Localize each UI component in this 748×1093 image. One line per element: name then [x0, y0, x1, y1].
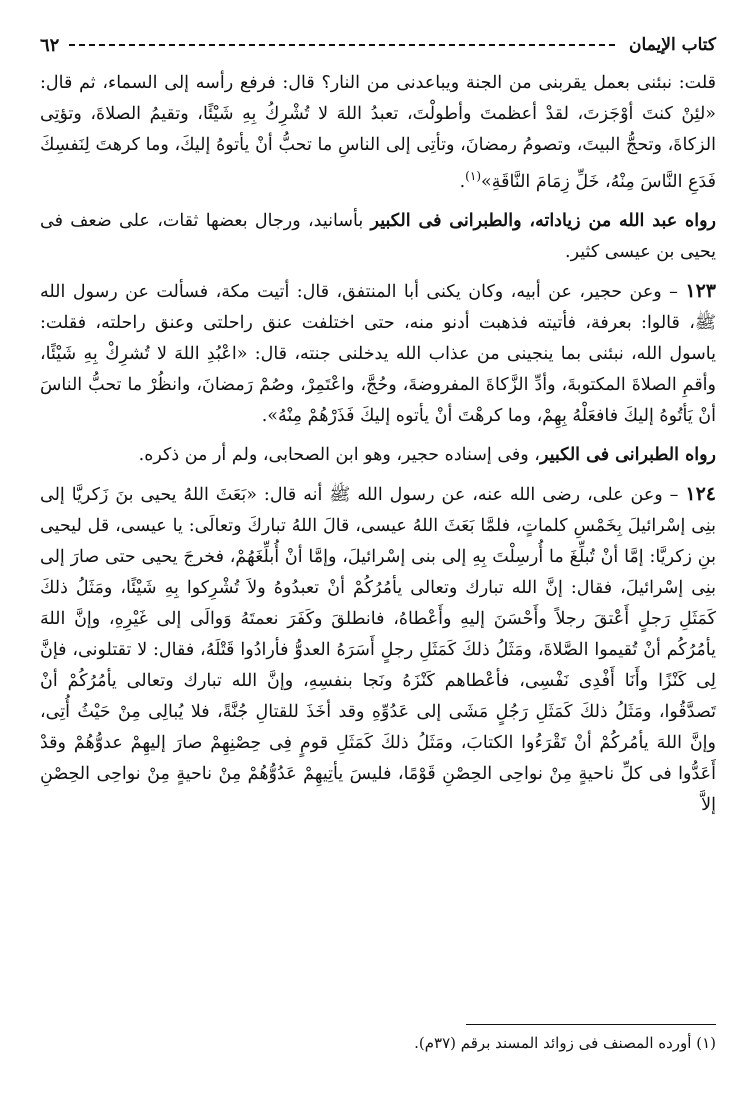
paragraph-4: [40, 440, 716, 471]
hadith-number-123: ١٢٣: [685, 279, 716, 302]
hadith-123: [40, 276, 716, 432]
paragraph-2: [40, 206, 716, 268]
header-rule: [69, 44, 615, 46]
hadith-124-text: – وعن على، رضى الله عنه، عن رسول الله ﷺ أنه قال: «بَعَثَ اللهُ يحيى بنَ زَكريَّا إلى بنِى إسْرائيلَ بِخَمْسِ كلماتٍ، فلمَّا بَعَثَ اللهُ عيسى، قالَ اللهُ تباركَ وتعالَى: يا عيسى، قل ليحيى بنِ زكريَّا: إمَّا أنْ تُبلِّغَ ما أُرسِلْتَ بِهِ إلى بنى إسْرائيلَ، وإمَّا أنْ أُبلِّغَهُمْ، فخرجَ يحيى حتى صارَ إلى بنِى إسْرائيلَ، فقال: إنَّ الله تبارك وتعالى يأمُرُكُمْ أنْ تعبدُوهُ ولاَ تُشْرِكوا بِهِ شَيْئًا، ومَثَلُ ذلكَ كَمَثَلِ رَجلٍ أَعْتقَ رجلاً وأَحْسَنَ إليهِ وأَعْطاهُ، فانطلقَ وكَفَرَ نعمتَهُ وَوالَى إلى غَيْرِهِ، وإنَّ اللهَ يأمُرُكُم أنْ تُقيموا الصَّلاةَ، ومَثَلُ ذلكَ كَمَثَلِ رجلٍ أَسَرَهُ العدوُّ فأرادُوا قَتْلَهُ، فقال: لا تقتلونى، فإنَّ لِى كَنْزًا وأَنَا أَفْدِى نَفْسِى، فأعْطاهم كَنْزَهُ ونَجا بنفسِهِ، وإنَّ الله تبارك وتعالى يأمُرُكُمْ أنْ تَصدَّقُوا، ومَثَلُ ذلكَ كَمَثَلِ رَجُلٍ مَشَى إلى عَدُوِّهِ وقد أخَذَ للقتالِ جُنَّةً، فلا يُبالِى مِنْ حَيْثُ أُتِى، وإنَّ اللهَ يأمُركُمْ أنْ تَقْرَءُوا الكتابَ، ومَثَلُ ذلكَ كَمَثَلِ قومٍ فِى حِصْنِهِمْ صارَ إليهِمْ عدوُّهُمْ وقدْ أَعَدُّوا فى كلِّ ناحيةٍ مِنْ نواحِى الحِصْنِ قَوْمًا، فليسَ يأتِيهِمْ عَدُوُّهُمْ مِنْ ناحيةٍ مِنْ نواحِى الحِصْنِ إلاَّ: [40, 484, 716, 815]
footnote-separator: [466, 1024, 716, 1025]
book-title: كتاب الإيمان: [629, 35, 716, 55]
page-body: [40, 68, 716, 821]
footnote: (١) أورده المصنف فى زوائد المسند برقم (٣٧م).: [414, 1034, 716, 1052]
page-number: ٦٢: [40, 34, 60, 56]
hadith-123-text: – وعن حجير، عن أبيه، وكان يكنى أبا المنتفق، قال: أتيت مكة، فسألت عن رسول الله ﷺ، قالوا: بعرفة، فأتيته فذهبت أدنو منه، حتى اختلفت عنق راحلتى وعنق راحلته، فقلت: ياسول الله، نبئنى بما ينجينى من عذاب الله يدخلنى جنته، قال: «اعْبُدِ اللهَ لا تُشرِكْ بِهِ شَيْئًا، وأقمِ الصلاةَ المكتوبةَ، وأدِّ الزَّكاةَ المفروضةَ، وحُجَّ، واعْتَمِرْ، وصُمْ رَمضانَ، وانظُرْ ما تحبُّ الناسَ أنْ يَأتُوهُ إليكَ فافعَلْهُ بِهِمْ، وما كرهْتَ أنْ يأتوه إليكَ فَذَرْهُمْ مِنْهُ».: [40, 281, 716, 426]
source-citation-4: رواه الطبرانى فى الكبير: [539, 444, 716, 465]
paragraph-1-end: .: [459, 171, 466, 192]
page: [40, 28, 716, 1068]
paragraph-2-text: بأسانيد، ورجال بعضها ثقات، على ضعف فى يحيى بن عيسى كثير.: [40, 210, 716, 262]
hadith-124: [40, 479, 716, 821]
page-header: [40, 28, 716, 62]
paragraph-1-text: قلت: نبئنى بعمل يقربنى من الجنة ويباعدنى من النار؟ قال: فرفع رأسه إلى السماء، ثم قال: «لئِنْ كنتَ أوْجَزتَ، لقدْ أعظمتَ وأطولْتَ، تعبدُ اللهَ لا تُشْرِكُ بِهِ شَيْئًا، وتقيمُ الصلاةَ، وتؤتِى الزكاةَ، وتحجُّ البيتَ، وتصومُ رمضانَ، وتأتِى إلى الناسِ ما تحبُّ أنْ يأتوهُ إليكَ، وما كرهتَ لِنَفسِكَ فَدَعِ النَّاسَ مِنْهُ، خَلِّ زِمَامَ النَّاقَةِ»: [40, 73, 716, 192]
paragraph-1: [40, 68, 716, 198]
paragraph-4-text: ، وفى إسناده حجير، وهو ابن الصحابى، ولم أر من ذكره.: [138, 444, 540, 465]
footnote-ref-1: (١): [465, 169, 481, 183]
hadith-number-124: ١٢٤: [685, 482, 716, 505]
source-citation-2: رواه عبد الله من زياداته، والطبرانى فى الكبير: [370, 210, 716, 231]
